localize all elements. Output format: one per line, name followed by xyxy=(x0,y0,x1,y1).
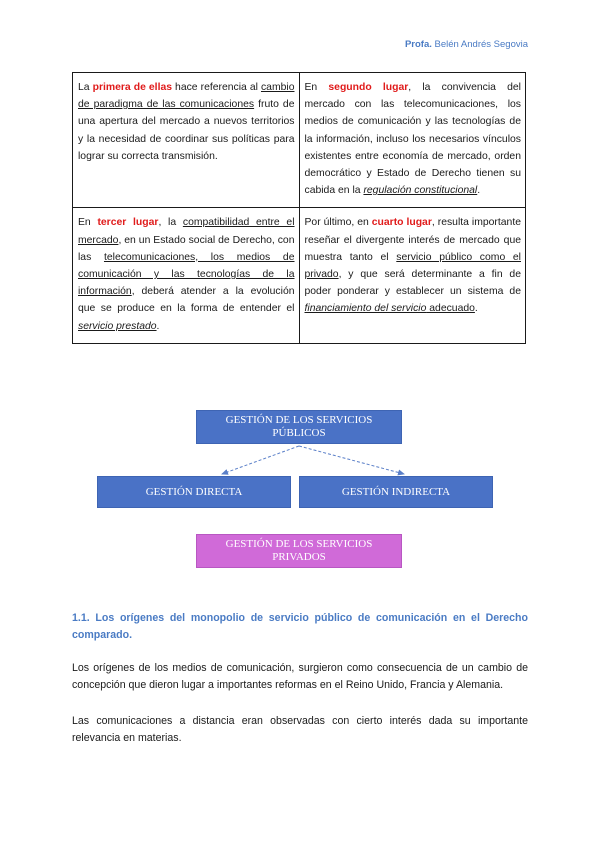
underline-italic-phrase: regulación constitucional xyxy=(363,185,478,197)
highlight-primera: primera de ellas xyxy=(92,82,173,93)
underline-phrase: servicio público como el privado xyxy=(304,251,521,281)
table-cell-tercer xyxy=(73,208,300,343)
diagram-label: GESTIÓN INDIRECTA xyxy=(341,485,451,498)
table-cell-primera xyxy=(73,73,300,208)
cell-text: En xyxy=(78,217,98,229)
cell-text: En xyxy=(304,82,329,93)
underline-italic-phrase: financiamiento del servicio xyxy=(304,303,427,315)
cell-text: , deberá atender a la evolución que se produce en la forma de entender el xyxy=(78,286,295,315)
diagram-box-servicios-privados xyxy=(196,534,402,568)
cell-text: . xyxy=(477,185,481,197)
diagram-box-gestion-directa xyxy=(97,476,291,508)
connector-right-arrow xyxy=(299,446,404,474)
cell-text: , en un Estado social de Derecho, con las xyxy=(78,234,295,263)
diagram-box-gestion-indirecta xyxy=(299,476,493,508)
underline-italic-phrase: servicio prestado xyxy=(78,320,157,332)
highlight-cuarto: cuarto lugar xyxy=(371,217,432,229)
table-row xyxy=(73,208,526,343)
table-cell-segundo xyxy=(299,73,526,208)
cell-text: , la convivencia del mercado con las telecomunicaciones, los medios de comunicación y las tecnologías de la información, incluso los necesarios vínculos existentes entre economía de mercado, orden democrático y Estado de Derecho tienen su cabida en la xyxy=(304,82,521,197)
diagram-box-servicios-publicos xyxy=(196,410,402,444)
cell-text: , resulta importante reseñar el divergente interés de mercado que muestra tanto el xyxy=(304,217,521,263)
cell-text: , y que será determinante a fin de poder ponderar y establecer un sistema de xyxy=(304,269,521,298)
underline-phrase: compatibilidad entre el mercado xyxy=(78,217,295,246)
diagram-label: GESTIÓN DIRECTA xyxy=(145,485,243,498)
cell-text: . xyxy=(156,320,160,332)
page-header xyxy=(405,39,528,50)
content-table xyxy=(72,72,526,344)
cell-text: fruto de una apertura del mercado a nuevos territorios y la necesidad de coordinar sus políticas para lograr su correcta transmisión. xyxy=(78,99,295,162)
table-cell-cuarto xyxy=(299,208,526,343)
header-author: Belén Andrés Segovia xyxy=(434,39,528,50)
underline-phrase: adecuado xyxy=(426,303,475,315)
cell-text: , la xyxy=(158,217,183,229)
cell-text: hace referencia al xyxy=(172,82,261,93)
cell-text: La xyxy=(78,82,93,93)
connector-left-arrow xyxy=(222,446,299,474)
highlight-segundo: segundo lugar xyxy=(328,82,409,93)
cell-text: Por último, en xyxy=(304,217,372,229)
paragraph: Las comunicaciones a distancia eran observadas con cierto interés dada su importante relevancia en materias. xyxy=(72,715,528,744)
cell-text: . xyxy=(474,303,478,315)
section-heading: 1.1. Los orígenes del monopolio de servicio público de comunicación en el Derecho comparado. xyxy=(72,612,528,641)
highlight-tercer: tercer lugar xyxy=(97,217,159,229)
underline-phrase: cambio de paradigma de las comunicaciones xyxy=(78,82,295,111)
underline-phrase: telecomunicaciones, los medios de comunicación y las tecnologías de la información xyxy=(78,251,295,298)
diagram-label: GESTIÓN DE LOS SERVICIOS PÚBLICOS xyxy=(225,414,373,439)
diagram-label: GESTIÓN DE LOS SERVICIOS PRIVADOS xyxy=(225,538,373,563)
header-prefix: Profa. xyxy=(404,39,432,50)
paragraph: Los orígenes de los medios de comunicación, surgieron como consecuencia de un cambio de concepción que dieron lugar a importantes reformas en el Reino Unido, Francia y Alemania. xyxy=(72,662,528,691)
table-row xyxy=(73,73,526,208)
